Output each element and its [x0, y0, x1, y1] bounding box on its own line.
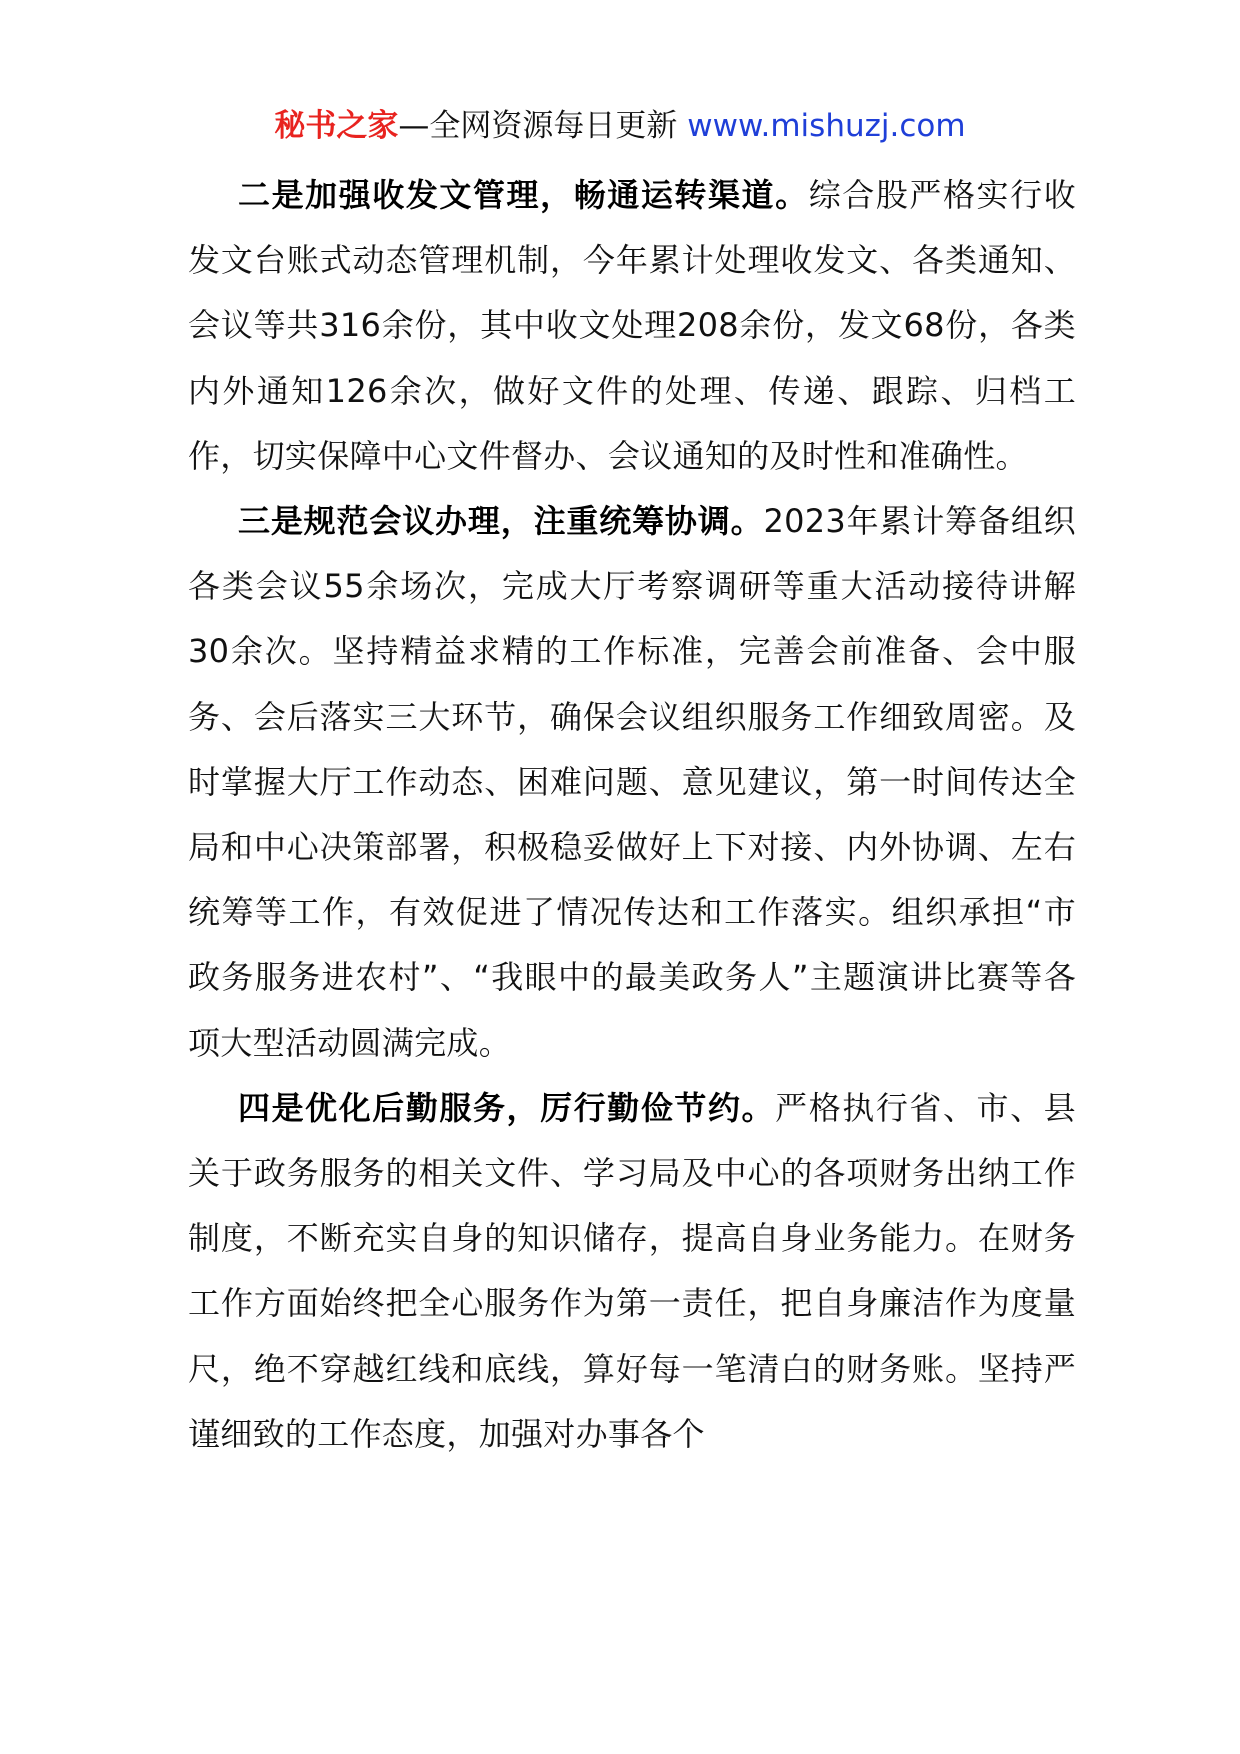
document-body — [188, 163, 1076, 1467]
paragraph-logistics — [188, 1076, 1076, 1467]
paragraph-meetings — [188, 489, 1076, 1076]
site-brand: 秘书之家 — [274, 108, 399, 144]
paragraph-lead: 四是优化后勤服务，厉行勤俭节约。 — [238, 1088, 776, 1127]
paragraph-text: 2023年累计筹备组织各类会议55余场次，完成大厅考察调研等重大活动接待讲解30余次。坚持精益求精的工作标准，完善会前准备、会中服务、会后落实三大环节，确保会议组织服务工作细致周密。及时掌握大厅工作动态、困难问题、意见建议，第一时间传达全局和中心决策部署，积极稳妥做好上下对接、内外协调、左右统筹等工作，有效促进了情况传达和工作落实。组织承担“市政务服务进农村”、“我眼中的最美政务人”主题演讲比赛等各项大型活动圆满完成。 — [188, 502, 1076, 1062]
paragraph-lead: 二是加强收发文管理，畅通运转渠道。 — [238, 176, 809, 214]
paragraph-text: 严格执行省、市、县关于政务服务的相关文件、学习局及中心的各项财务出纳工作制度，不断充实自身的知识储存，提高自身业务能力。在财务工作方面始终把全心服务作为第一责任，把自身廉洁作为度量尺，绝不穿越红线和底线，算好每一笔清白的财务账。坚持严谨细致的工作态度，加强对办事各个 — [188, 1088, 1076, 1453]
site-tagline: —全网资源每日更新 — [398, 108, 678, 144]
site-url-link[interactable]: www.mishuzj.com — [687, 108, 966, 144]
site-header — [0, 104, 1240, 148]
paragraph-lead: 三是规范会议办理，注重统筹协调。 — [238, 502, 764, 541]
paragraph-text: 综合股严格实行收发文台账式动态管理机制，今年累计处理收发文、各类通知、会议等共316余份，其中收文处理208余份，发文68份，各类内外通知126余次，做好文件的处理、传递、跟踪、归档工作，切实保障中心文件督办、会议通知的及时性和准确性。 — [188, 176, 1076, 475]
paragraph-receive-dispatch — [188, 163, 1076, 489]
